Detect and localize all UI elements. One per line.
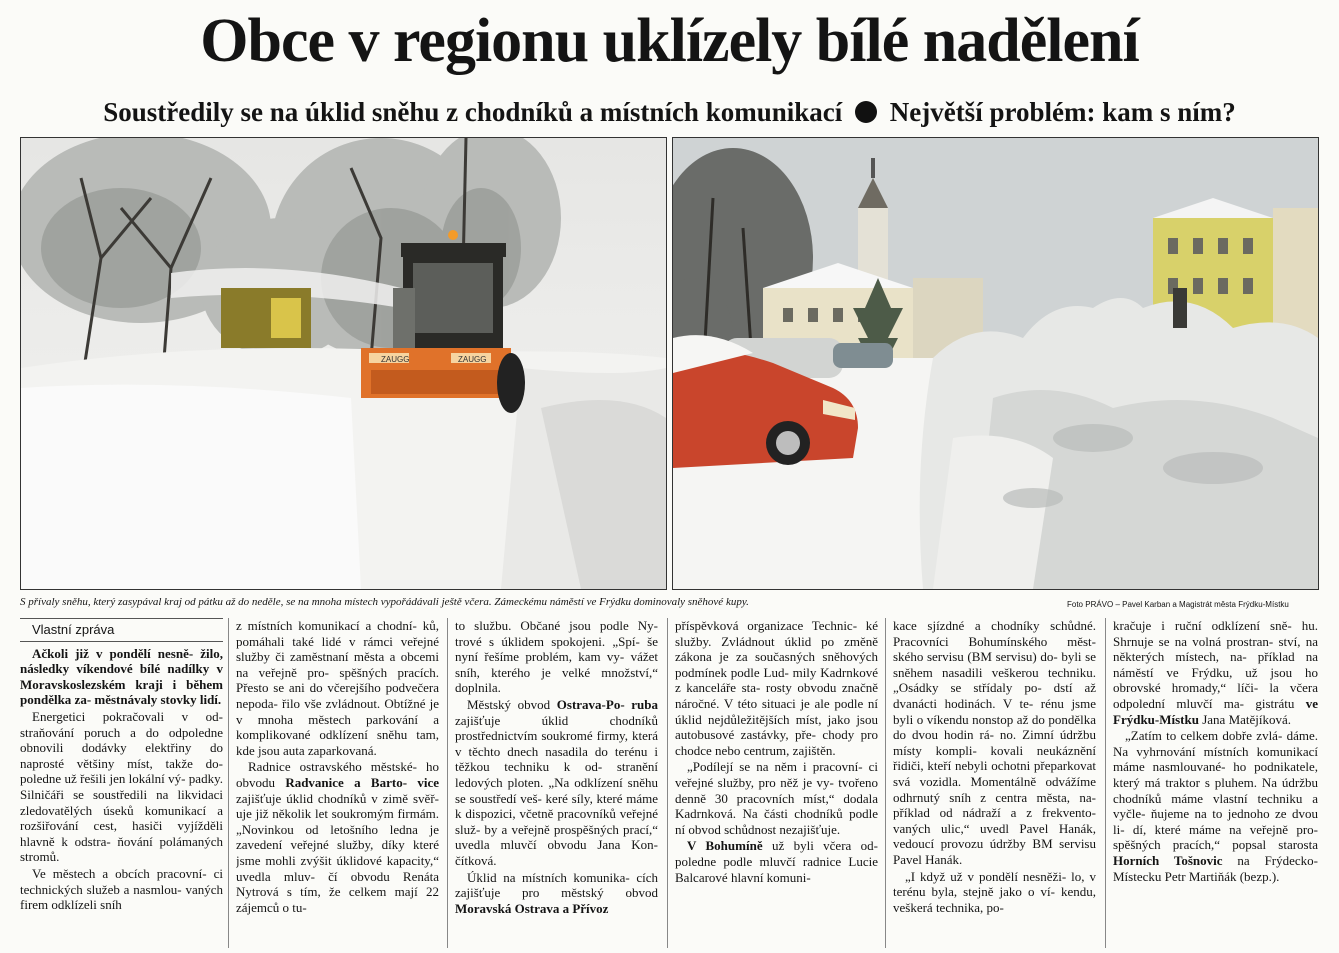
place-name: ve Frýdku-Místku bbox=[1113, 695, 1318, 727]
text-run: Úklid na místních komunika- cích zajišťuje pro městský obvod bbox=[455, 869, 658, 901]
subhead-part-2: Největší problém: kam s ním? bbox=[889, 97, 1236, 127]
article-column-1 bbox=[20, 618, 223, 948]
column-rule bbox=[667, 618, 668, 948]
text-run: zajišťuje úklid chodníků v zimě svěř- uje již několik let soukromým firmám. „Novinkou od letošního ledna je zavedení veřejné služby, díky které jsme mohli zvýšit úklidové kapacity,“ uvedla mluv- čí obvodu Renáta Nytrová s tím, že celkem mají 22 zájemců o tu- bbox=[236, 790, 439, 915]
paragraph: „I když už v pondělí nesněži- lo, v terénu byla, stejně jako o ví- kendu, veškerá technika, po- bbox=[893, 868, 1096, 915]
article-column-6 bbox=[1113, 618, 1318, 948]
bullet-dot-icon bbox=[855, 101, 877, 123]
place-name: V Bohumíně bbox=[687, 838, 763, 854]
column-rule bbox=[228, 618, 229, 948]
paragraph: „Podílejí se na něm i pracovní- ci veřejné služby, pro něž je vy- tvořeno denně 30 pracovních míst,“ dodala Kadrnková. Na části chodníků podle ní obvod schůdnost nezajišťuje. bbox=[675, 759, 878, 837]
blower-label-left: ZAUGG bbox=[381, 355, 410, 364]
place-name: Moravská Ostrava a Přívoz bbox=[455, 900, 609, 916]
headline: Obce v regionu uklízely bílé nadělení bbox=[200, 7, 1139, 75]
paragraph: příspěvková organizace Technic- ké služby. Zvládnout úklid po změně zákona je za současných sněhových podmínek podle Lud- mily Kadrnkové z kanceláře sta- rosty obvodu značně náročné. V této situaci je ale podle ní úklid nejdůležitějších míst, jako jsou autobusové zastávky, pře- chody pro chodce nebo centrum, zajištěn. bbox=[675, 618, 878, 758]
photo-credit: Foto PRÁVO – Pavel Karban a Magistrát města Frýdku-Místku bbox=[1067, 600, 1289, 609]
text-run: Městský obvod bbox=[467, 696, 551, 712]
text-run: na Frýdecko-Místecku Petr Martiňák (bezp.). bbox=[1113, 852, 1318, 884]
paragraph bbox=[1113, 728, 1318, 884]
text-run: „Zatím to celkem dobře zvlá- dáme. Na vyhrnování místních komunikací máme nasmlouvané- ho podnikatele, který má traktor s pluhem. Na údržbu chodníků máme vlastní techniku a vyčle- ňujeme na to jednoho ze dvou li- dí, které máme na veřejně pro- spěšných pracích,“ popsal starosta bbox=[1113, 728, 1318, 853]
column-rule bbox=[885, 618, 886, 948]
paragraph: to službu. Občané jsou podle Ny- trové s úklidem spokojeni. „Spí- še nyní řešíme problém, kam vy- vážet sníh, kterého je velké množství,“ doplnila. bbox=[455, 618, 658, 696]
paragraph: Ve městech a obcích pracovní- ci technických služeb a nasmlou- vaných firem odklízeli sníh bbox=[20, 865, 223, 913]
article-column-2 bbox=[236, 618, 439, 948]
blower-label-right: ZAUGG bbox=[458, 355, 487, 364]
place-name: Radvanice a Barto- vice bbox=[285, 774, 439, 790]
column-rule bbox=[1105, 618, 1106, 948]
subheadline bbox=[0, 92, 1339, 132]
place-name: Ostrava-Po- ruba bbox=[556, 696, 658, 712]
article-column-4 bbox=[675, 618, 878, 948]
photo-snow-blower bbox=[20, 137, 667, 590]
text-run: Radnice ostravského městské- ho obvodu bbox=[236, 759, 439, 790]
text-run: Jana Matějíková. bbox=[1202, 711, 1292, 727]
paragraph bbox=[1113, 618, 1318, 727]
photo-caption: S přívaly sněhu, který zasypával kraj od pátku až do neděle, se na mnoha místech vypořádávali ještě včera. Zámeckému náměstí ve Frýdku dominovaly sněhové kupy. bbox=[20, 596, 749, 608]
paragraph: z místních komunikací a chodní- ků, pomáhali také lidé v rámci veřejné služby či zaměstnaní města a obcemi na veřejně pro- spěšných pracích. Přesto se ani do včerejšího podvečera nepoda- řilo vše zvládnout. Obtížné je v mnoha městech parkování a komplikované odklízení sněhu tam, kde jsou auta zaparkovaná. bbox=[236, 618, 439, 758]
article-lead: Ačkoli již v pondělí nesně- žilo, následky víkendové bílé nadílky v Moravskoslezském kraji i během pondělka za- městnávaly stovky lidí. bbox=[20, 645, 223, 708]
paragraph: Energetici pokračovali v od- straňování poruch a do odpoledne obnovili dodávky elektřiny do naprosté většiny míst, takže do- poledne už řešili jen lokální vý- padky. Silničáři se soustředili na likvidaci zledovatělých úseků komunikací a rozšiřování cest, hasiči vyjížděli hlavně k odstra- ňování polámaných stromů. bbox=[20, 708, 223, 865]
photo-square-snow-piles bbox=[672, 137, 1319, 590]
paragraph bbox=[455, 870, 658, 917]
column-rule bbox=[447, 618, 448, 948]
text-run: kračuje i ruční odklízení sně- hu. Shrnuje se na volná prostran- ství, na některých místech, na- příklad na náměstí ve Frýdku, už jsou ho obrovské hromady,“ líči- la včera odpolední mluvčí ma- gistrátu bbox=[1113, 618, 1318, 711]
paragraph: kace sjízdné a chodníky schůdné. Pracovníci Bohumínského měst- ského servisu (BM servisu) do- byli se sněhem nasadili veškerou techniku. „Osádky se střídaly po- dstí až dvanácti hodinách. V te- rénu jsme byli o víkendu nonstop až do pondělka do dvou hodin rá- no. Zimní údržbu místy kompli- kovali neukáznění řidiči, kteří nebyli ochotni přeparkovat svá vozidla. Momentálně odvážíme odhrnutý sníh z centra města, na- příklad od nádraží a z frekvento- vaných ulic,“ uvedl Pavel Hanák, vedoucí provozu údržby BM servisu Pavel Hanák. bbox=[893, 618, 1096, 867]
place-name: Horních Tošnovic bbox=[1113, 852, 1223, 868]
text-run: zajišťuje úklid chodníků prostřednictvím soukromé firmy, která v těchto dnech nasadila do terénu i těžkou techniku k od- stranění ledových ploten. „Na odklízení sněhu se soustředí veš- keré síly, které máme k dispozici, včetně pracovníků veřejné služ- by a veřejně prospěšných prací,“ uvedla mluvčí obvodu Jana Kon- čítková. bbox=[455, 712, 658, 868]
paragraph bbox=[675, 838, 878, 885]
text-run: už byli včera od- poledne podle mluvčí radnice Lucie Balcarové hlavní komuni- bbox=[675, 838, 878, 885]
subhead-part-1: Soustředily se na úklid sněhu z chodníků a místních komunikací bbox=[103, 97, 843, 127]
article-column-5 bbox=[893, 618, 1096, 948]
article-column-3 bbox=[455, 618, 658, 948]
paragraph bbox=[455, 697, 658, 869]
paragraph bbox=[236, 759, 439, 915]
byline: Vlastní zpráva bbox=[20, 618, 223, 642]
